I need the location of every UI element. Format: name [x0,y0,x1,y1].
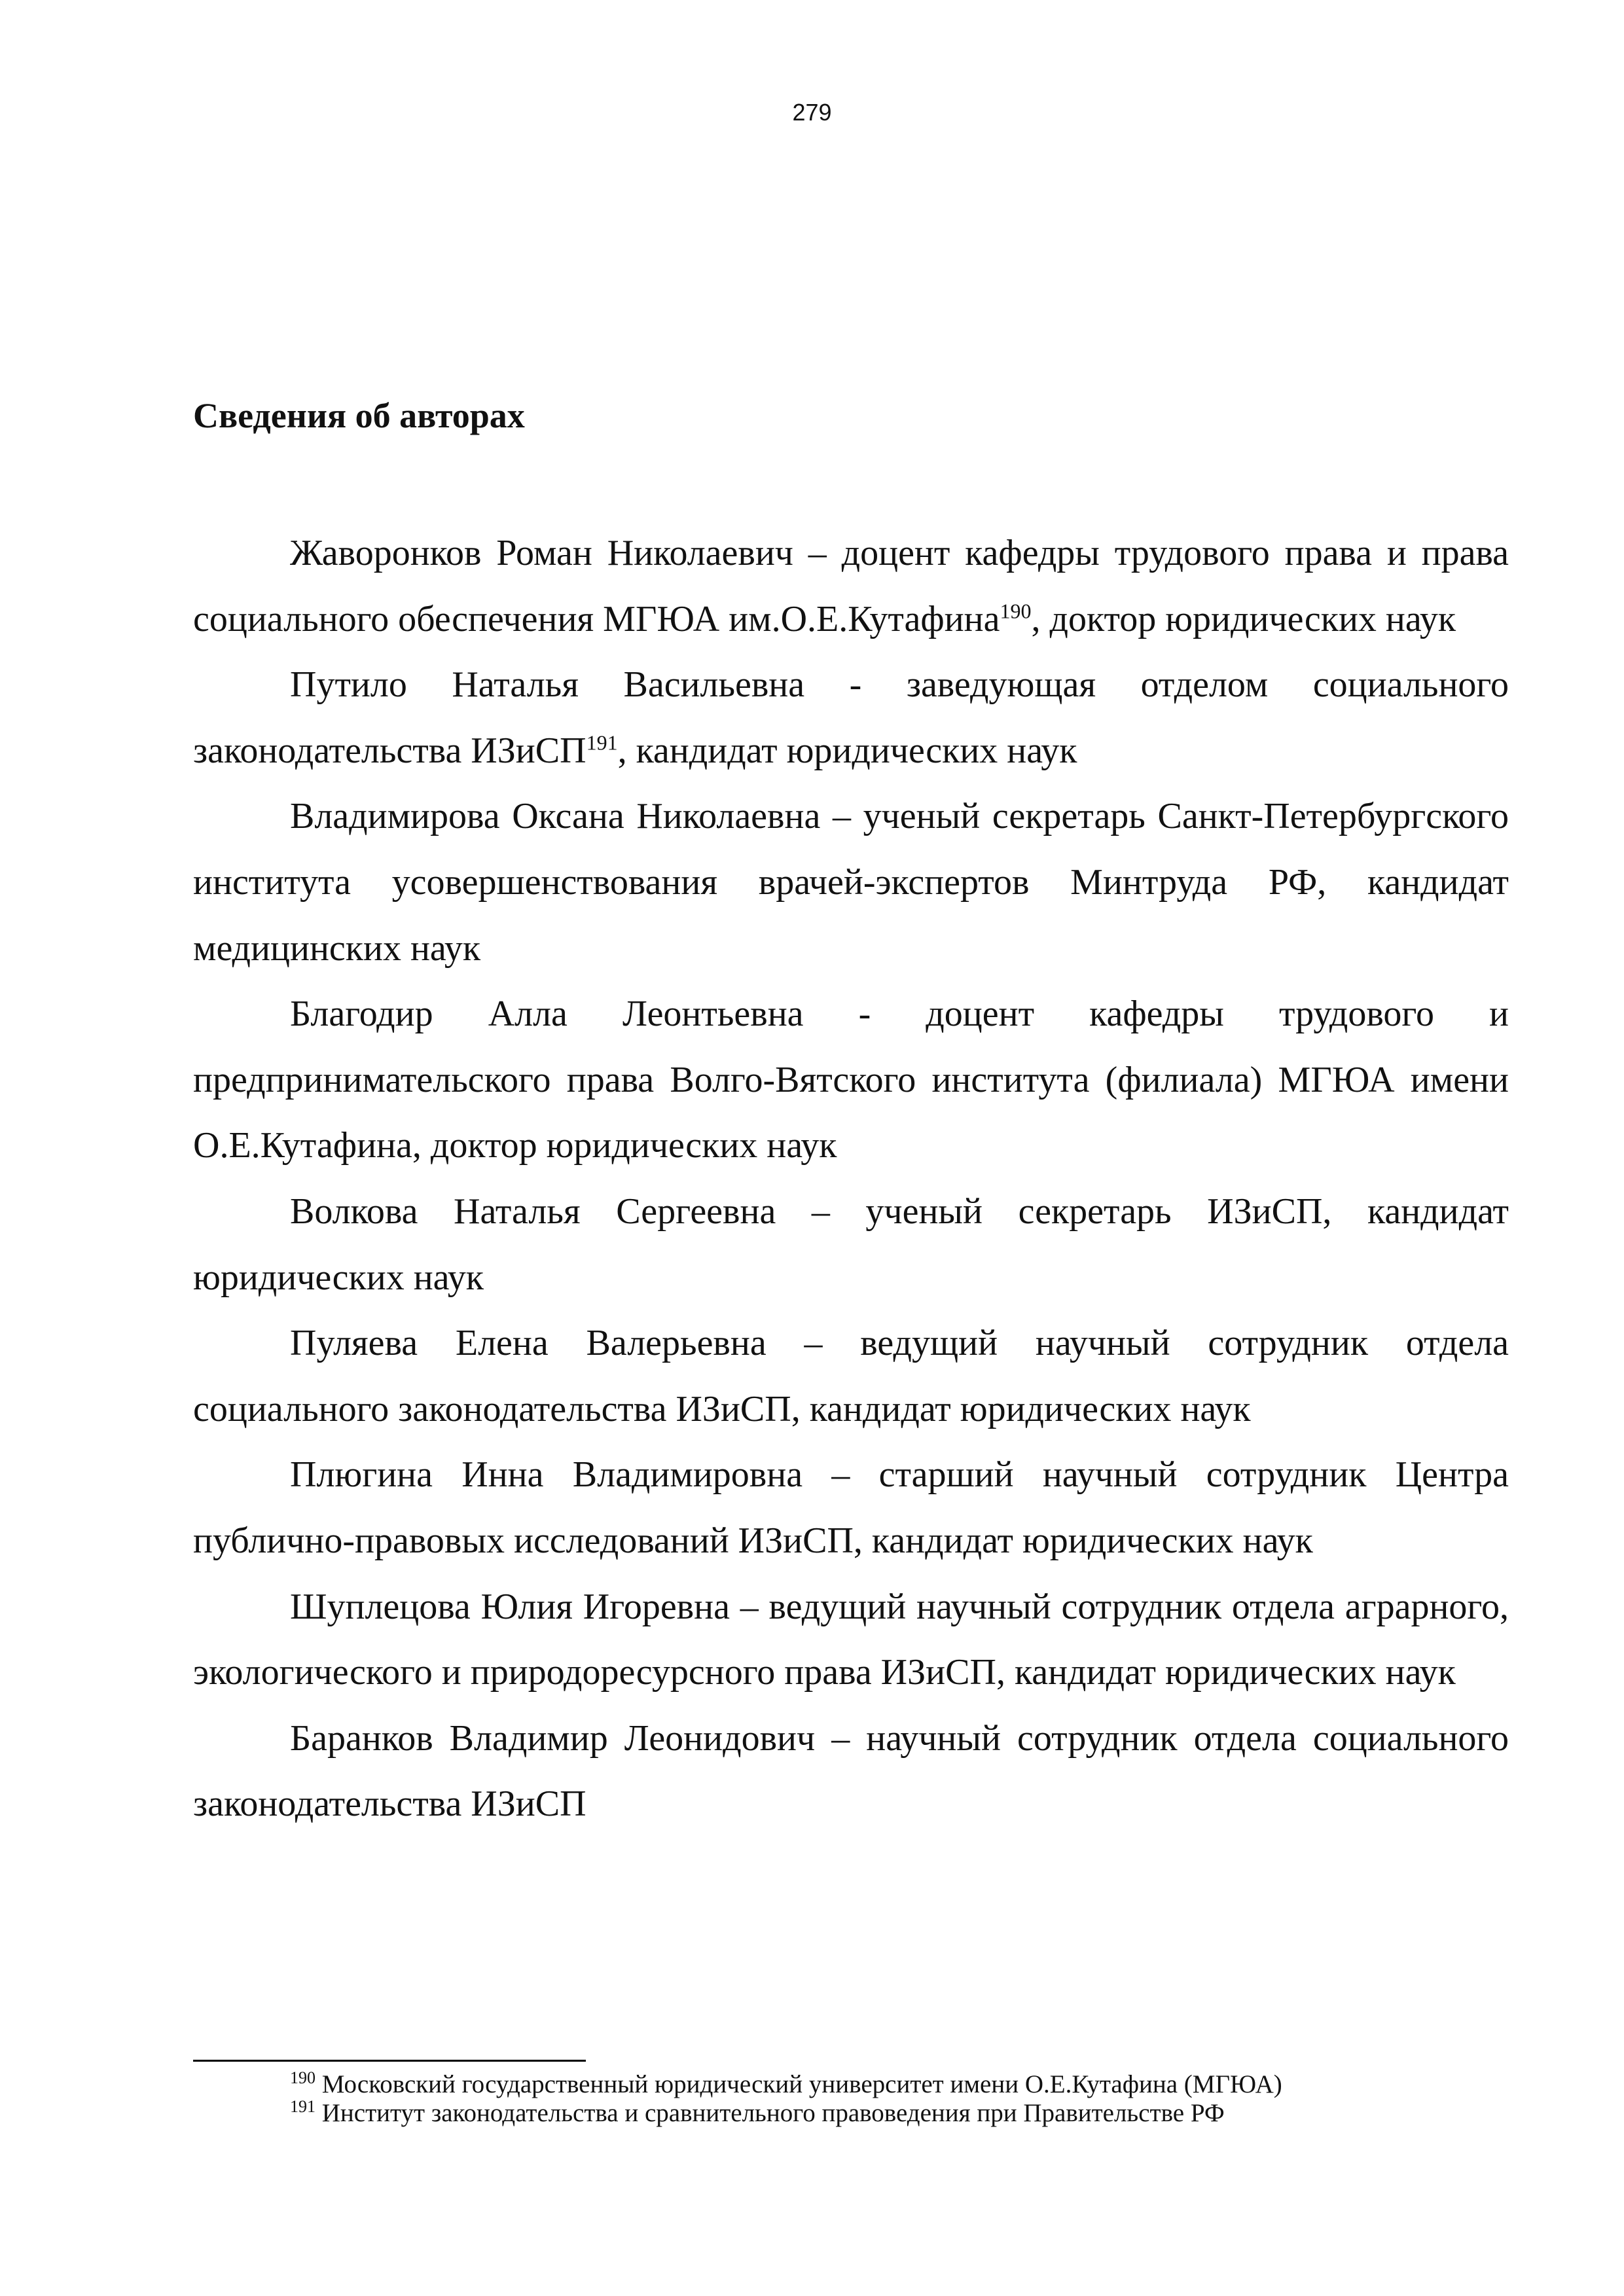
author-paragraph: Владимирова Оксана Николаевна – ученый секретарь Санкт-Петербургского института усовершенствования врачей-экспертов Минтруда РФ, кандидат медицинских наук [193,796,1509,969]
author-text: , кандидат юридических наук [617,730,1077,771]
section-heading: Сведения об авторах [193,396,525,435]
footnote [193,2070,1509,2099]
footnote-separator [193,2060,586,2062]
footnote-number: 190 [290,2068,316,2087]
author-paragraph: Волкова Наталья Сергеевна – ученый секретарь ИЗиСП, кандидат юридических наук [193,1191,1509,1298]
footnotes [193,2070,1509,2128]
author-text: Жаворонков Роман Николаевич – доцент кафедры трудового права и права социального обеспечения МГЮА им.О.Е.Кутафина [193,533,1509,639]
author-paragraph: Шуплецова Юлия Игоревна – ведущий научный сотрудник отдела аграрного, экологического и природоресурсного права ИЗиСП, кандидат юридических наук [193,1586,1509,1693]
footnote-text: Московский государственный юридический университет имени О.Е.Кутафина (МГЮА) [316,2070,1282,2098]
author-paragraph [193,652,1509,783]
footnote-ref: 191 [586,730,618,755]
footnote [193,2099,1509,2128]
author-paragraph: Баранков Владимир Леонидович – научный сотрудник отдела социального законодательства ИЗиСП [193,1717,1509,1825]
footnote-ref: 190 [1000,598,1032,622]
footnote-text: Институт законодательства и сравнительного правоведения при Правительстве РФ [316,2099,1225,2127]
footnote-number: 191 [290,2097,316,2116]
page-number: 279 [792,99,832,126]
authors-list [193,520,1509,1837]
author-paragraph [193,520,1509,652]
author-paragraph: Благодир Алла Леонтьевна - доцент кафедры трудового и предпринимательского права Волго-Вятского института (филиала) МГЮА имени О.Е.Кутафина, доктор юридических наук [193,994,1509,1166]
author-text: , доктор юридических наук [1031,598,1456,639]
author-paragraph: Плюгина Инна Владимировна – старший научный сотрудник Центра публично-правовых исследований ИЗиСП, кандидат юридических наук [193,1454,1509,1561]
author-text: Путило Наталья Васильевна - заведующая отделом социального законодательства ИЗиСП [193,664,1509,771]
author-paragraph: Пуляева Елена Валерьевна – ведущий научный сотрудник отдела социального законодательства ИЗиСП, кандидат юридических наук [193,1323,1509,1429]
